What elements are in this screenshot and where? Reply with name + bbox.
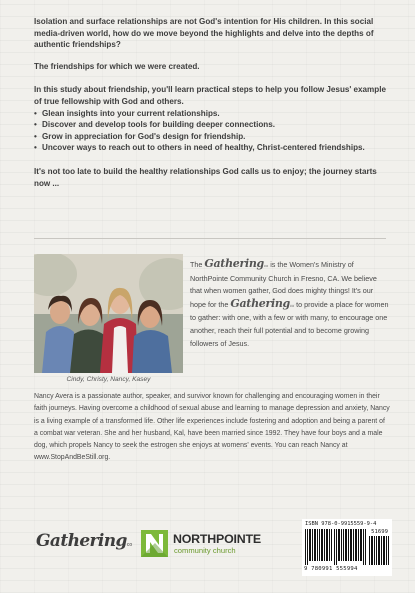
northpointe-subtitle: community church bbox=[174, 546, 236, 555]
intro-paragraph-3: In this study about friendship, you'll learn practical steps to help you follow Jesus' example of true fellowship with God and others. bbox=[34, 85, 386, 106]
intro-paragraph-1: Isolation and surface relationships are not God's intention for His children. In this social media-driven world, how do we move beyond the highlights and delve into the depths of authentic friendships? bbox=[34, 17, 374, 50]
gathering-logo bbox=[36, 531, 133, 557]
list-item bbox=[34, 131, 386, 143]
intro-section bbox=[34, 16, 386, 189]
list-item bbox=[34, 119, 386, 131]
ministry-description bbox=[190, 258, 390, 350]
price-barcode-bars bbox=[369, 536, 389, 565]
list-item bbox=[34, 142, 386, 154]
bullet-icon: • bbox=[34, 143, 37, 153]
bullet-icon: • bbox=[34, 120, 37, 130]
isbn-text: ISBN 978-0-9915559-9-4 bbox=[305, 521, 377, 527]
northpointe-logo bbox=[141, 529, 291, 559]
about-text-2: to provide a place for women to gather: with one, with a few or with many, to encourage one another, reach their full potential and to become growing followers of Jesus. bbox=[190, 299, 389, 348]
about-text-1: is the Women's Ministry of NorthPointe Community Church in Fresno, CA. We believe that when women gather, God does mighty things! It's our hope for the bbox=[190, 260, 377, 309]
bullet-icon: • bbox=[34, 108, 37, 118]
list-item bbox=[34, 108, 386, 120]
isbn-barcode bbox=[302, 519, 392, 576]
barcode-bars bbox=[305, 529, 367, 565]
gathering-logo-co: co bbox=[126, 542, 133, 548]
author-bio: Nancy Avera is a passionate author, speaker, and survivor known for challenging and encouraging women in their faith journeys. Having overcome a childhood of sexual abuse and learning to manage depression and anxiety, Nancy is a living example of a transformed life. Other life experiences include fostering and adoption and being a parent of a combat war veteran. She and her husband, Kal, have been married since 1992. They have four boys and a male dog, which propels Nancy to seek the estrogen she enjoys at womens' events. You can reach Nancy at www.StopAndBeStill.org. bbox=[34, 393, 390, 462]
group-photo-image bbox=[34, 254, 183, 373]
benefits-list bbox=[34, 108, 386, 154]
gathering-logo-text: Gathering bbox=[36, 531, 127, 551]
gathering-co: co bbox=[289, 302, 295, 308]
photo-caption: Cindy, Christy, Nancy, Kasey bbox=[66, 376, 151, 383]
gathering-wordmark: Gathering bbox=[230, 296, 290, 310]
list-item-text: Glean insights into your current relationships. bbox=[42, 108, 220, 118]
gathering-wordmark: Gathering bbox=[204, 257, 264, 270]
group-photo bbox=[34, 254, 183, 373]
list-item-text: Discover and develop tools for building deeper connections. bbox=[42, 120, 275, 130]
list-item-text: Uncover ways to reach out to others in need of healthy, Christ-centered friendships. bbox=[42, 143, 365, 153]
section-divider bbox=[34, 238, 386, 239]
intro-paragraph-4: It's not too late to build the healthy relationships God calls us to enjoy; the journey starts now ... bbox=[34, 166, 377, 188]
barcode-number: 9 780991 555994 bbox=[304, 566, 358, 572]
intro-paragraph-2: The friendships for which we were created. bbox=[34, 61, 200, 71]
list-item-text: Grow in appreciation for God's design for friendship. bbox=[42, 131, 246, 141]
about-the: The bbox=[190, 260, 203, 269]
bullet-icon: • bbox=[34, 131, 37, 141]
northpointe-n-icon bbox=[141, 530, 168, 557]
northpointe-name: NORTHPOINTE bbox=[173, 532, 261, 546]
gathering-co: co bbox=[263, 263, 269, 268]
price-code: 51699 bbox=[371, 529, 388, 535]
